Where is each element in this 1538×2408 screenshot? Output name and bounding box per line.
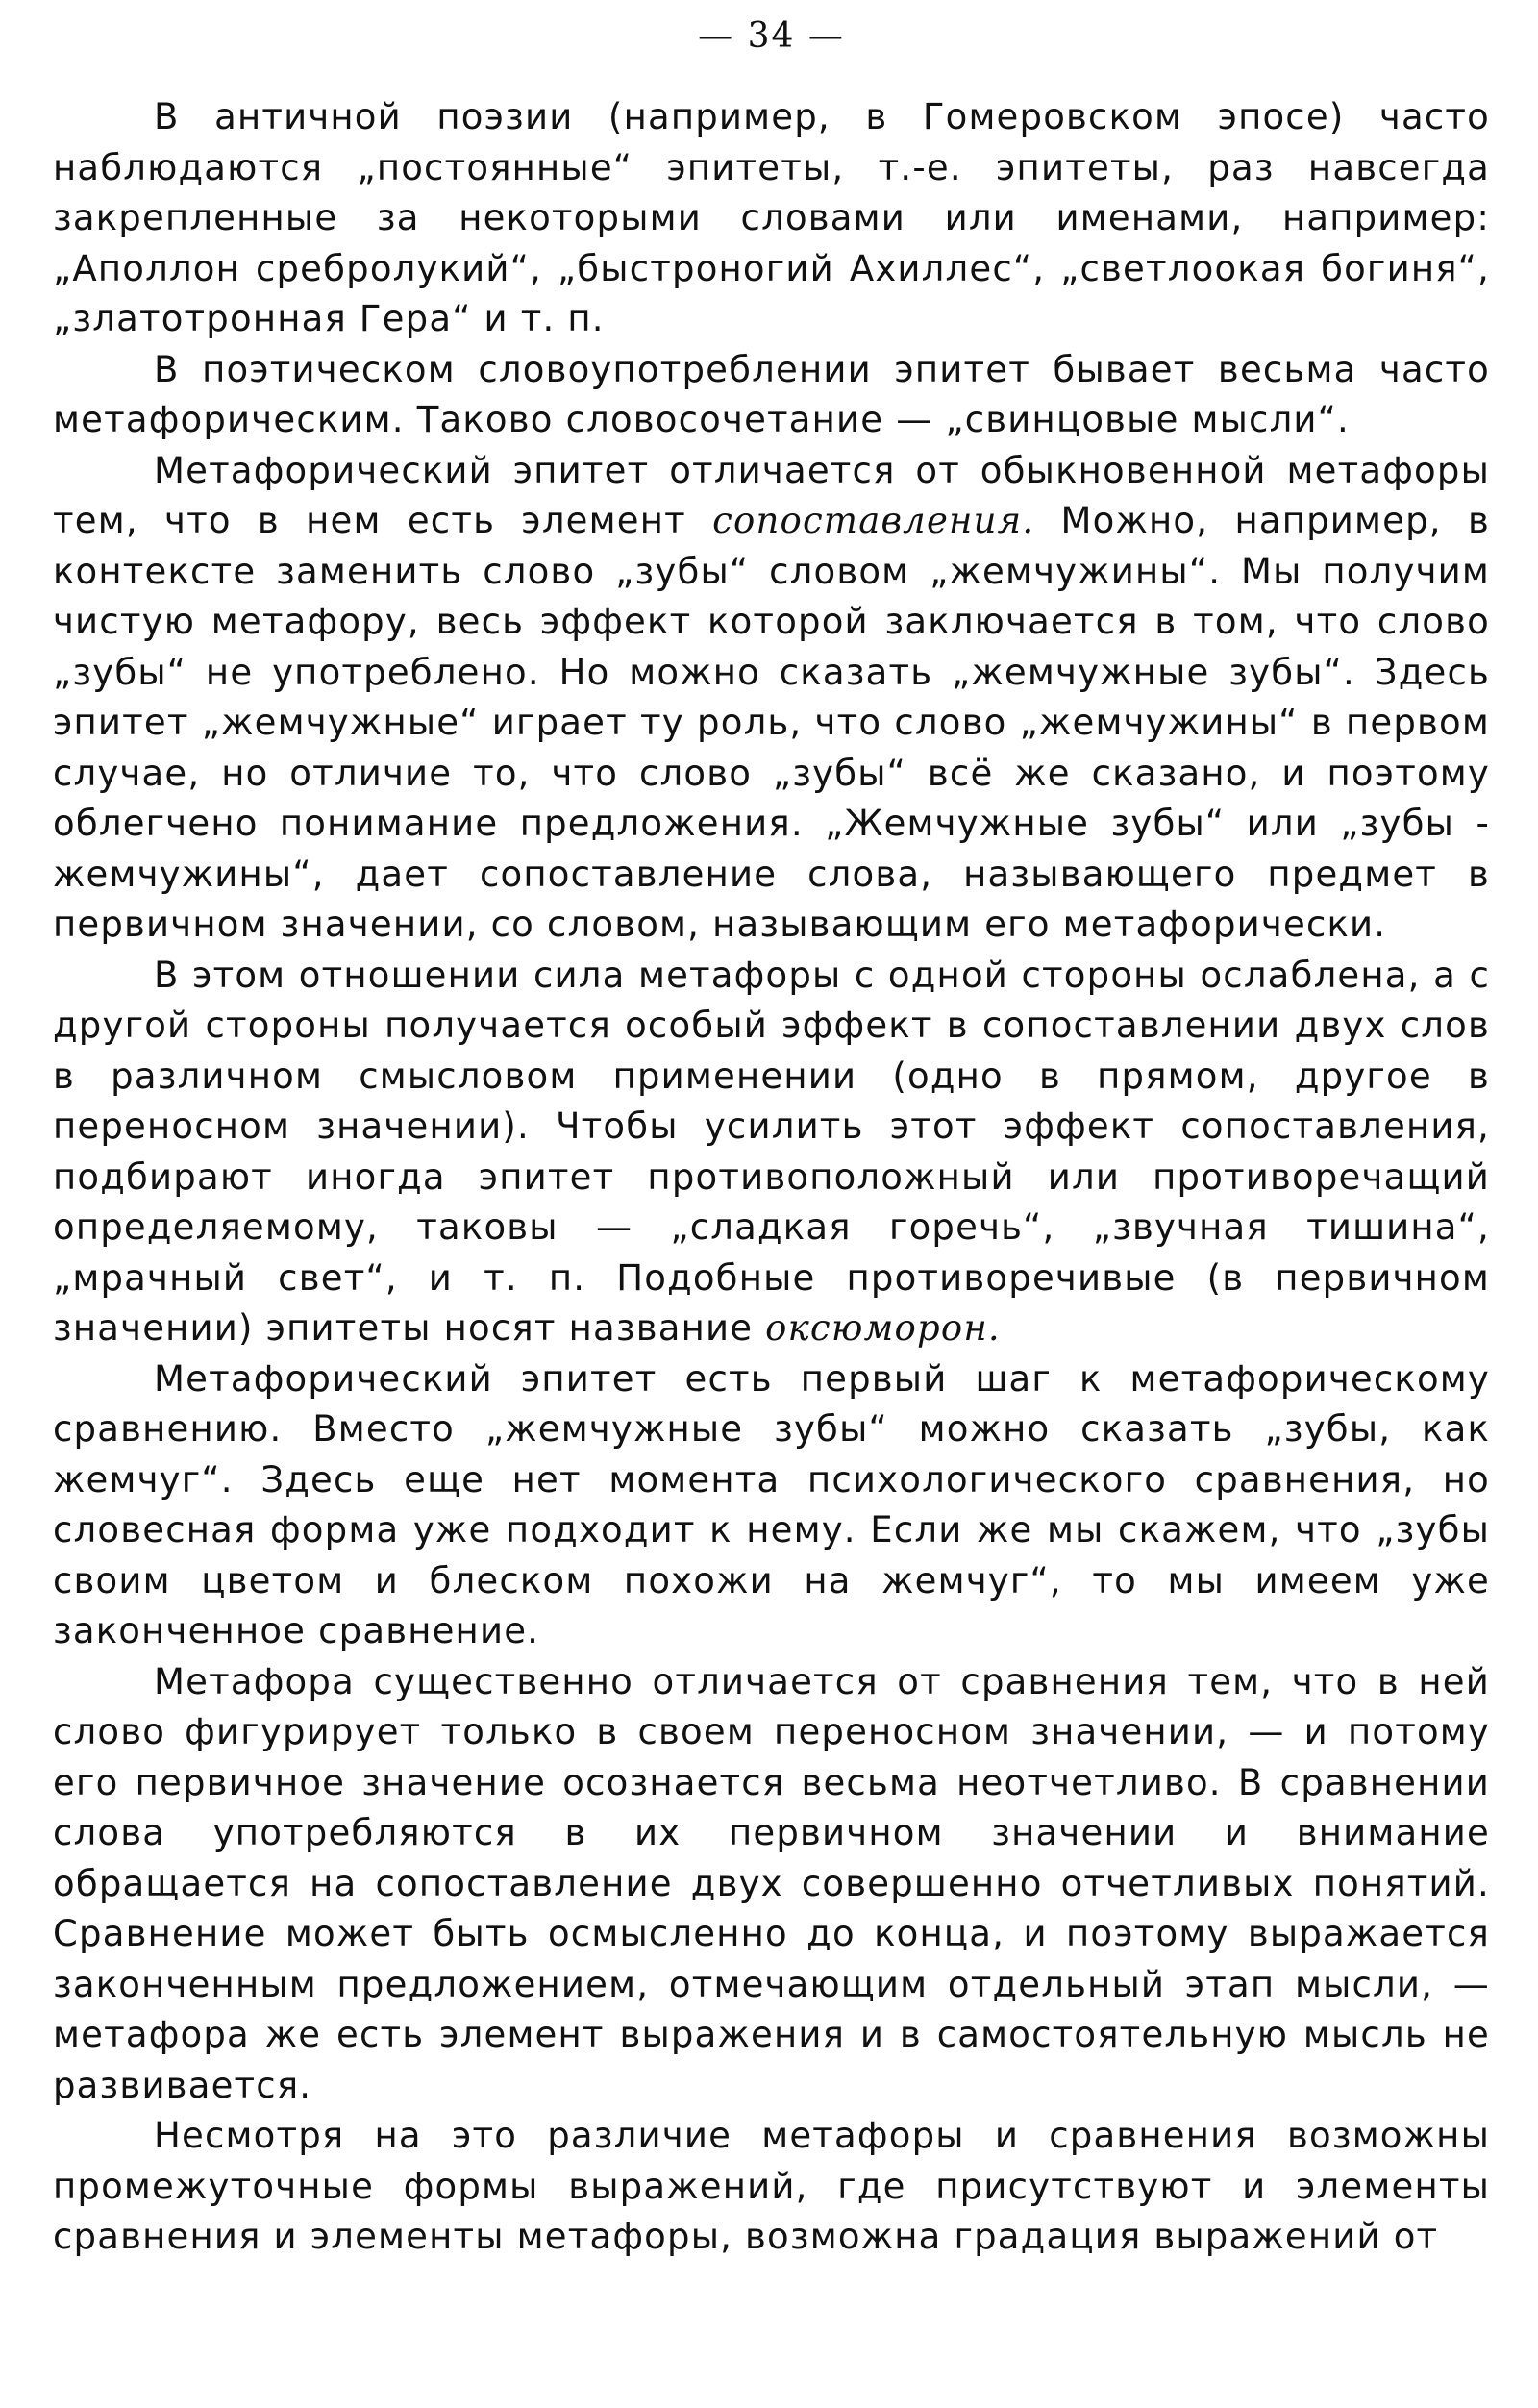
paragraph-4 <box>53 951 1490 1354</box>
paragraph-text: Метафорический эпитет есть первый шаг к метафорическому сравнению. Вместо „жемчужные зубы“ можно сказать „зубы, как жемчуг“. Здесь еще нет момента психологического сравнения, но словесная форма уже подходит к нему. Если же мы скажем, что „зубы своим цветом и блеском похожи на жемчуг“, то мы имеем уже законченное сравнение. <box>53 1357 1490 1651</box>
paragraph-text: Метафорический эпитет отличается от обыкновенной метафоры тем, что в нем есть элемент <box>53 449 1490 541</box>
paragraph-2 <box>53 345 1490 446</box>
paragraph-6 <box>53 1657 1490 2112</box>
paragraph-text: Можно, например, в контексте заменить слово „зубы“ словом „жемчужины“. Мы получим чистую метафору, весь эффект которой заключается в том, что слово „зубы“ не употреблено. Но можно сказать „жемчужные зубы“. Здесь эпитет „жемчужные“ играет ту роль, что слово „жемчужины“ в первом случае, но отличие то, что слово „зубы“ всё же сказано, и поэтому облегчено понимание предложения. „Жемчужные зубы“ или „зубы - жемчужины“, дает сопоставление слова, называющего предмет в первичном значении, со словом, называющим его метафорически. <box>53 500 1490 945</box>
paragraph-text: В античной поэзии (например, в Гомеровском эпосе) часто наблюдаются „постоянные“ эпитеты, т.-е. эпитеты, раз навсегда закрепленные за некоторыми словами или именами, например: „Аполлон сребролукий“, „быстроногий Ахиллес“, „светлоокая богиня“, „златотронная Гера“ и т. п. <box>53 96 1490 339</box>
paragraph-3 <box>53 446 1490 951</box>
book-page <box>53 0 1490 2263</box>
paragraph-text: Несмотря на это различие метафоры и сравнения возможны промежуточные формы выражений, где присутствуют и элементы сравнения и элементы метафоры, возможна градация выражений от <box>53 2115 1490 2257</box>
paragraph-text: Метафора существенно отличается от сравнения тем, что в ней слово фигурирует только в своем переносном значении, — и потому его первичное значение осознается весьма неотчетливо. В сравнении слова употребляются в их первичном значении и внимание обращается на сопоставление двух совершенно отчетливых понятий. Сравнение может быть осмысленно до конца, и поэтому выражается законченным предложением, отмечающим отдельный этап мысли, — метафора же есть элемент выражения и в самостоятельную мысль не развивается. <box>53 1660 1490 2106</box>
paragraph-text: В поэтическом словоупотреблении эпитет бывает весьма часто метафорическим. Таково словосочетание — „свинцовые мысли“. <box>53 348 1490 440</box>
paragraph-1 <box>53 92 1490 345</box>
paragraph-5 <box>53 1354 1490 1657</box>
italic-term: оксюморон. <box>765 1307 1001 1349</box>
paragraph-7 <box>53 2111 1490 2263</box>
page-number: — 34 — <box>698 16 845 56</box>
paragraph-text: В этом отношении сила метафоры с одной стороны ослаблена, а с другой стороны получается особый эффект в сопоставлении двух слов в различном смысловом применении (одно в прямом, другое в переносном значении). Чтобы усилить этот эффект сопоставления, подбирают иногда эпитет противоположный или противоречащий определяемому, таковы — „сладкая горечь“, „звучная тишина“, „мрачный свет“, и т. п. Подобные противоречивые (в первичном значении) эпитеты носят название <box>53 954 1490 1349</box>
italic-term: сопоставления. <box>712 500 1035 541</box>
